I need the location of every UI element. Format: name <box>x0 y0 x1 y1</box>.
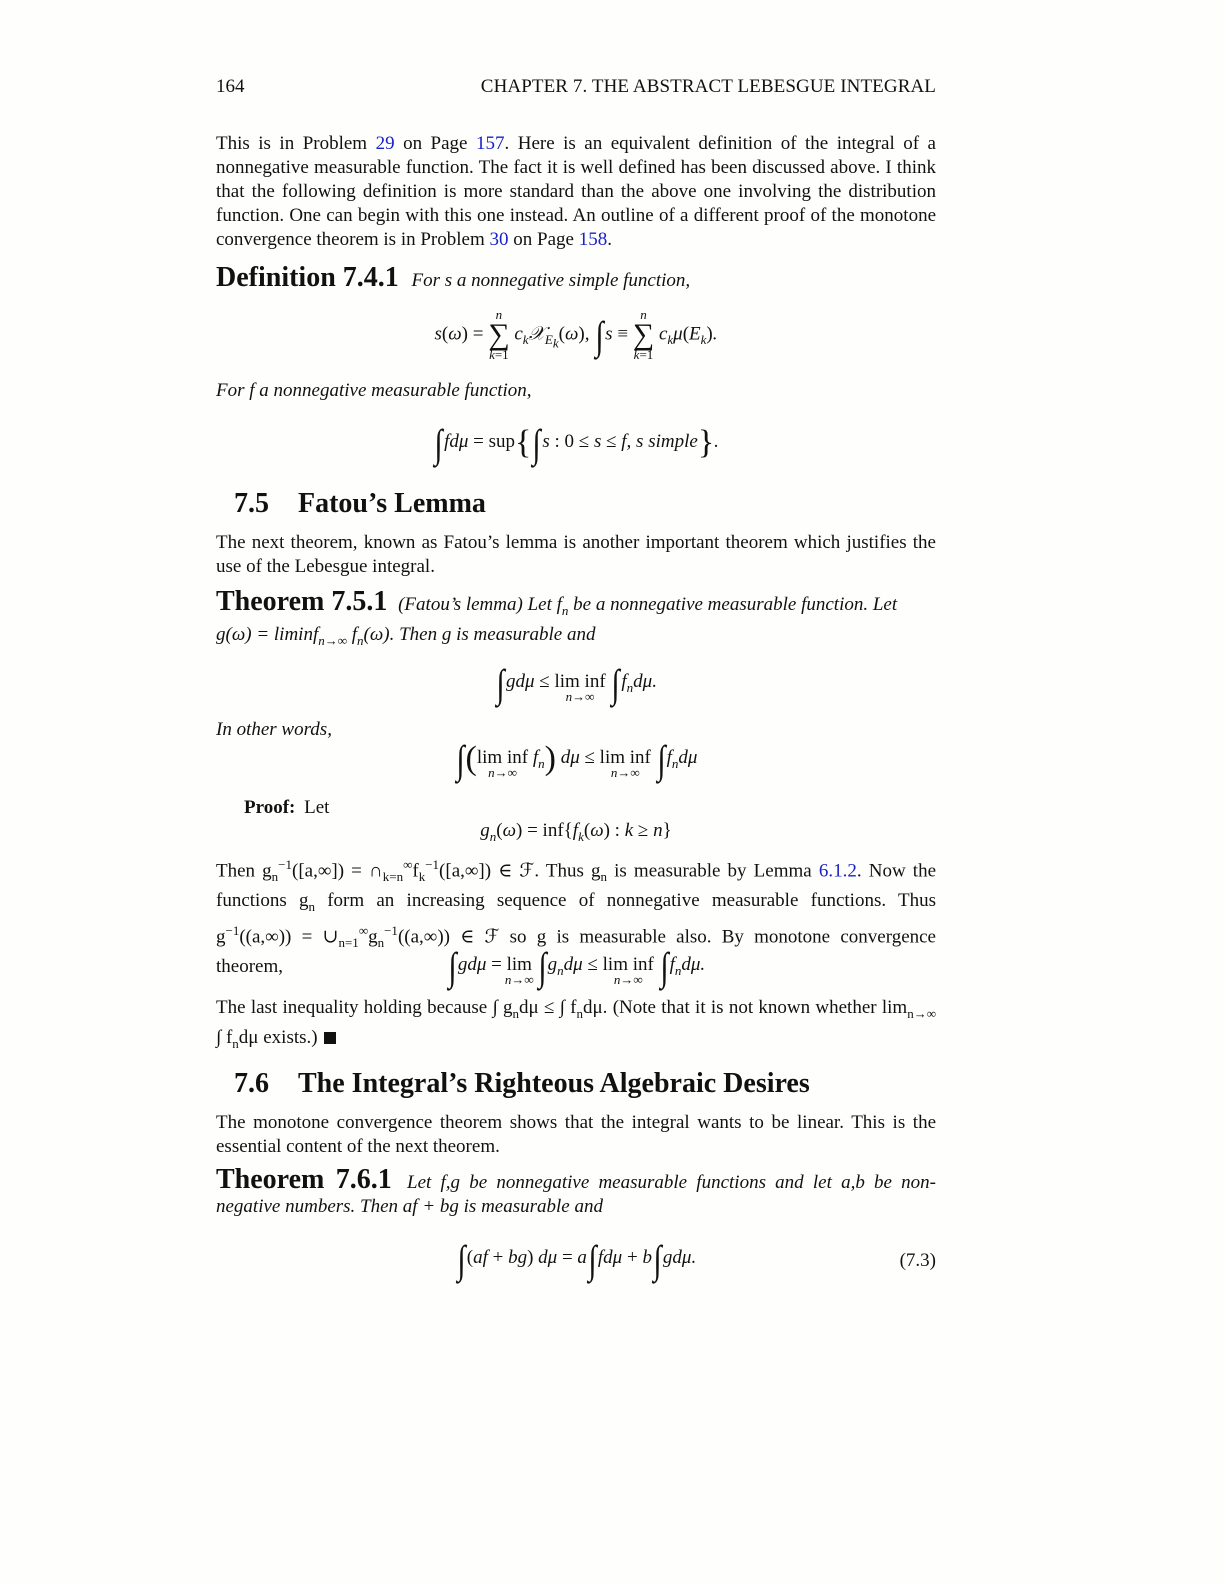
proof-start: Proof: Let <box>244 797 330 818</box>
definition-7-4-1 <box>216 262 936 294</box>
theorem-761-heading: Theorem 7.6.1 <box>216 1164 392 1195</box>
page-number: 164 <box>216 76 245 97</box>
integral-sup-equation: ∫fdμ = sup{∫s : 0 ≤ s ≤ f, s simple}. <box>434 421 719 466</box>
proof-paragraph: Then $g_n^{-1}([a,\infty])$ = $\cap_{k=n}^\infty f_k^{-1}([a,\infty])$ ∈ ℱ. Thus $g_n$ is measurable by Lemma 6.1.2. Now the functions $g_n$ form an increasing sequence of nonnegative measurable functions. Thus $g^{-1}((a,\infty))$ = $\cup_{n=1}^\infty g_n^{-1}((a,\infty))$ ∈ ℱ so g is measurable also. By monotone convergence theorem, <box>216 857 936 978</box>
running-header <box>216 76 936 102</box>
page <box>216 0 936 1584</box>
monotone-convergence-equation: ∫gdμ = lim n→∞ $\int g_nd\mu \le \lim$ inf n→∞ $\int f_nd\mu$. <box>448 944 706 989</box>
theorem-7-5-1: Theorem 7.5.1 (Fatou’s lemma) Let $f_n$ be a nonnegative measurable function. Let g(ω) = liminf$_{n\to\infty}$ $f_n(\omega)$. Then g is measurable and <box>216 586 898 648</box>
section-7-5-heading: 7.5 Fatou’s Lemma <box>234 488 486 519</box>
definition-heading: Definition 7.4.1 <box>216 262 399 293</box>
fatou-equation-2: ∫(lim inf n→∞ $f_n$) dμ ≤ lim inf n→∞ $\int f_nd\mu$ <box>455 737 698 782</box>
equation-number: (7.3) <box>899 1250 936 1271</box>
section-7-6-heading: 7.6 The Integral’s Righteous Algebraic Desires <box>234 1068 810 1099</box>
problem-29-link[interactable]: 29 <box>375 133 395 154</box>
fatou-equation: ∫gdμ ≤ lim inf n→∞ $\int f_nd\mu$. <box>496 661 657 706</box>
definition-text: For s a nonnegative simple function, <box>411 270 691 291</box>
simple-function-equation: s(ω) = n ∑ k=1 $c_k𝒳_{E_k}(\omega)$, ∫s ≡ n ∑ k=1 $c_k\mu(E_k)$. <box>434 307 718 362</box>
lemma-6-1-2-link[interactable]: 6.1.2 <box>818 860 857 882</box>
section-7-5-paragraph: The next theorem, known as Fatou’s lemma is another important theorem which justifies the use of the Lebesgue integral. <box>216 532 936 577</box>
chapter-title: CHAPTER 7. THE ABSTRACT LEBESGUE INTEGRAL <box>480 76 936 97</box>
gn-definition: $g_n(\omega) = inf\{f_k(\omega)$ : k ≥ n} <box>480 820 672 844</box>
other-words-text: In other words, <box>216 719 332 740</box>
proof-conclusion: The last inequality holding because ∫ $g_nd\mu$ ≤ ∫ $f_nd\mu$. (Note that it is not known whether $\lim_{n\to\infty}$ ∫ $f_nd\mu$ exists.) <box>216 997 936 1051</box>
theorem-7-6-1 <box>216 1164 937 1219</box>
qed-square-icon <box>324 1032 336 1044</box>
section-7-6-paragraph: The monotone convergence theorem shows that the integral wants to be linear. This is the essential content of the next theorem. <box>216 1112 936 1157</box>
theorem-761-text: Let f,g be nonnegative measurable functions and let a,b be non-negative numbers. Then af + bg is measurable and <box>216 1172 937 1217</box>
theorem-heading: Theorem 7.5.1 <box>216 586 388 617</box>
problem-30-link[interactable]: 30 <box>489 229 509 250</box>
definition-text-2: For f a nonnegative measurable function, <box>216 380 532 401</box>
proof-label: Proof: <box>244 797 296 818</box>
page-157-link[interactable]: 157 <box>475 133 505 154</box>
intro-paragraph: This is in Problem 29 on Page 157. Here is an equivalent definition of the integral of a nonnegative measurable function. The fact it is well defined has been discussed above. I think that the following definition is more standard than the above one involving the distribution function. One can begin with this one instead. An outline of a different proof of the monotone convergence theorem is in Problem 30 on Page 158. <box>216 133 936 250</box>
page-158-link[interactable]: 158 <box>578 229 608 250</box>
linearity-equation: ∫(af + bg) dμ = a∫fdμ + b∫gdμ. <box>457 1237 697 1282</box>
